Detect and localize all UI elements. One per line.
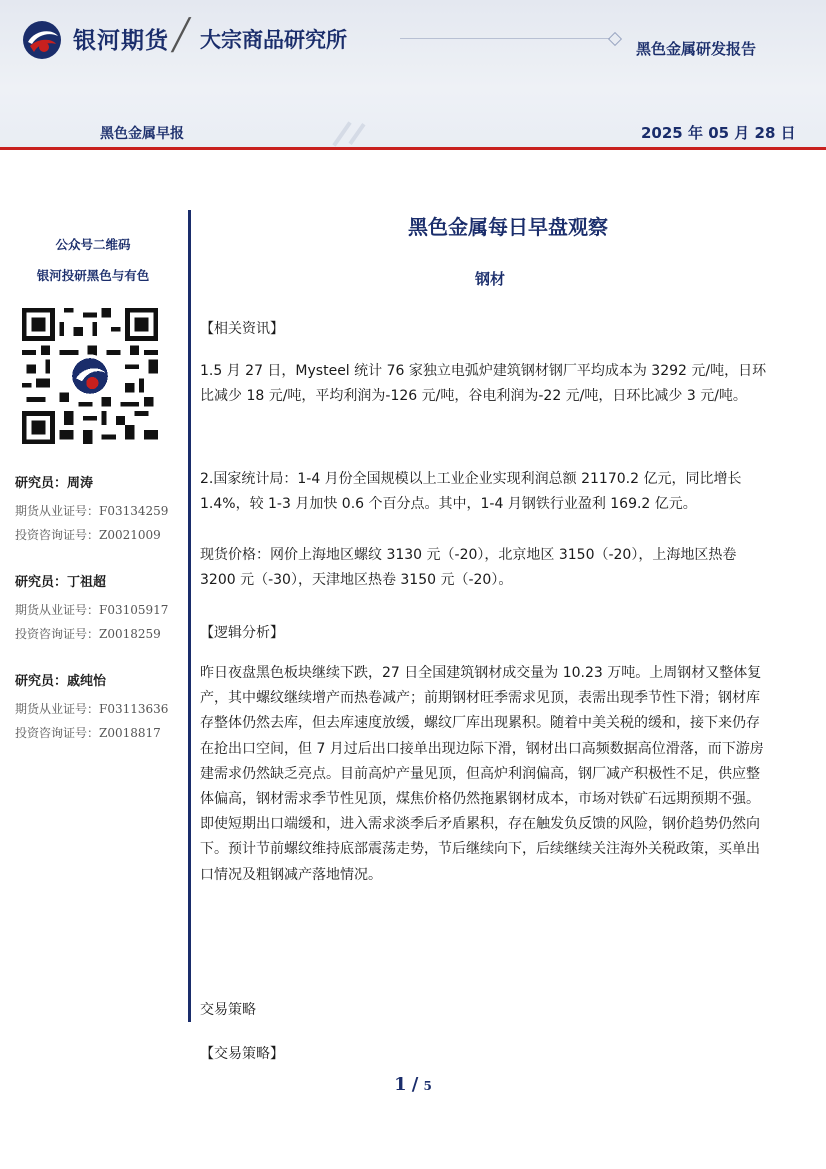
analyst-consulting-license: 投资咨询证号：Z0018259 bbox=[15, 627, 161, 641]
analyst-name: 研究员：周涛 bbox=[15, 476, 94, 491]
report-name: 黑色金属早报 bbox=[100, 126, 184, 142]
qr-account-name: 银河投研黑色与有色 bbox=[36, 268, 150, 283]
page-separator: / bbox=[411, 1074, 419, 1095]
news-item: 2.国家统计局：1-4 月份全国规模以上工业企业实现利润总额 21170.2 亿元，同比增长 1.4%，较 1-3 月加快 0.6 个百分点。其中，1-4 月钢铁行业盈利 169.2 亿元。 bbox=[200, 471, 742, 512]
header-slash: ╱ bbox=[172, 18, 191, 53]
page-title: 黑色金属每日早盘观察 bbox=[408, 215, 608, 239]
analyst-name: 研究员：丁祖超 bbox=[15, 575, 107, 590]
sidebar-divider bbox=[188, 210, 191, 1022]
analyst-consulting-license: 投资咨询证号：Z0021009 bbox=[15, 528, 161, 542]
current-page: 1 bbox=[394, 1074, 407, 1095]
analyst-2 bbox=[15, 571, 168, 646]
strategy-label: 交易策略 bbox=[200, 1002, 256, 1018]
header-divider bbox=[0, 147, 826, 150]
strategy-heading: 【交易策略】 bbox=[200, 1046, 284, 1062]
analyst-name: 研究员：戚纯怡 bbox=[15, 674, 107, 689]
analyst-1 bbox=[15, 472, 168, 547]
news-heading: 【相关资讯】 bbox=[200, 321, 284, 337]
analyst-3 bbox=[15, 670, 168, 745]
logic-heading: 【逻辑分析】 bbox=[200, 625, 284, 641]
report-date: 2025 年 05 月 28 日 bbox=[641, 124, 796, 142]
news-item: 现货价格：网价上海地区螺纹 3130 元（-20），北京地区 3150（-20），上海地区热卷 3200 元（-30），天津地区热卷 3150 元（-20）。 bbox=[200, 547, 737, 588]
analyst-consulting-license: 投资咨询证号：Z0018817 bbox=[15, 726, 161, 740]
analyst-futures-license: 期货从业证号：F03113636 bbox=[15, 702, 169, 716]
section-title: 钢材 bbox=[474, 270, 505, 288]
institute-name: 大宗商品研究所 bbox=[200, 28, 347, 52]
total-pages: 5 bbox=[423, 1079, 432, 1093]
galaxy-futures-logo bbox=[22, 20, 62, 60]
page-number bbox=[0, 1074, 826, 1095]
qr-code bbox=[22, 308, 158, 444]
logic-analysis: 昨日夜盘黑色板块继续下跌，27 日全国建筑钢材成交量为 10.23 万吨。上周钢材又整体复产，其中螺纹继续增产而热卷减产；前期钢材旺季需求见顶，表需出现季节性下滑；钢材库存整体仍然去库，但去库速度放缓，螺纹厂库出现累积。随着中美关税的缓和，接下来仍存在抢出口空间，但 7 月过后出口接单出现边际下滑，钢材出口高频数据高位滑落，而下游房建需求仍然缺乏亮点。目前高炉产量见顶，但高炉利润偏高，钢厂减产积极性不足，供应整体偏高，钢材需求季节性见顶，煤焦价格仍然拖累钢材成本，市场对铁矿石远期预期不强。即使短期出口端缓和，进入需求淡季后矛盾累积，存在触发负反馈的风险，钢价趋势仍然向下。预计节前螺纹维持底部震荡走势，节后继续向下，后续继续关注海外关税政策，买单出口情况及粗钢减产落地情况。 bbox=[200, 665, 764, 883]
news-item: 1.5 月 27 日，Mysteel 统计 76 家独立电弧炉建筑钢材钢厂平均成本为 3292 元/吨，日环比减少 18 元/吨，平均利润为-126 元/吨，谷电利润为-22 元/吨，日环比减少 3 元/吨。 bbox=[200, 363, 767, 404]
analyst-futures-license: 期货从业证号：F03105917 bbox=[15, 603, 169, 617]
report-type: 黑色金属研发报告 bbox=[636, 40, 757, 58]
qr-title: 公众号二维码 bbox=[55, 237, 131, 252]
analyst-futures-license: 期货从业证号：F03134259 bbox=[15, 504, 169, 518]
brand-name: 银河期货 bbox=[73, 28, 169, 54]
decorative-line bbox=[400, 38, 610, 39]
